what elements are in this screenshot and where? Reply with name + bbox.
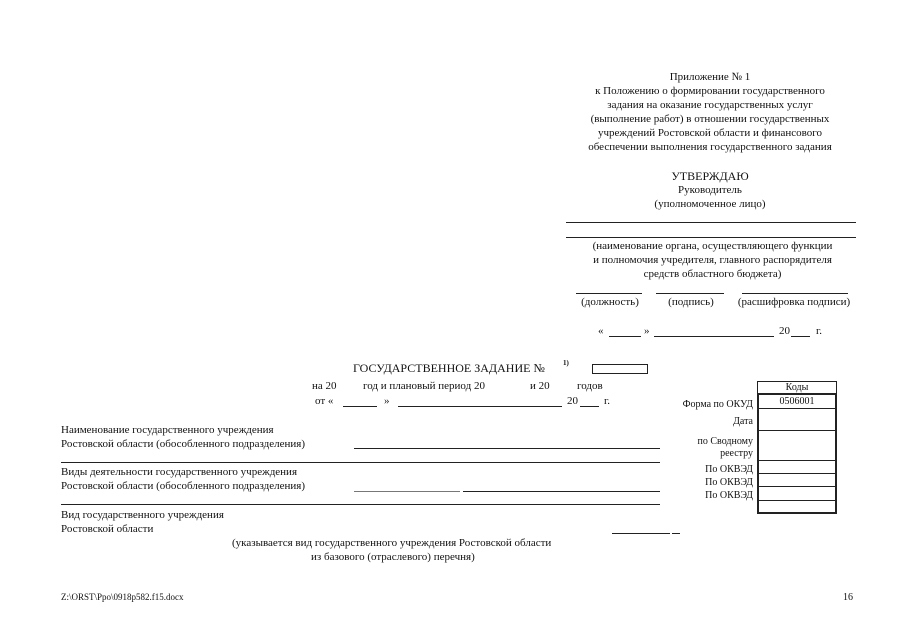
from-year-suffix: г. — [604, 395, 611, 407]
organ-line: и полномочия учредителя, главного распорядителя — [593, 254, 832, 266]
from-open-quote: от « — [315, 395, 334, 407]
task-title: ГОСУДАРСТВЕННОЕ ЗАДАНИЕ № — [353, 361, 545, 375]
organ-line: (наименование органа, осуществляющего функции — [592, 240, 833, 252]
okved-cell — [757, 487, 837, 501]
okved-label: По ОКВЭД — [705, 490, 753, 501]
kind-hint: из базового (отраслевого) перечня) — [311, 551, 475, 563]
period-on: на 20 — [312, 380, 337, 392]
activity-label: Ростовской области (обособленного подразделения) — [61, 480, 306, 492]
kind-fill-line — [612, 533, 670, 534]
name-label: Ростовской области (обособленного подразделения) — [61, 438, 306, 450]
date-cell — [757, 409, 837, 431]
date-year-suffix: г. — [816, 325, 823, 337]
activity-fill-line — [463, 491, 660, 492]
approval-authorized: (уполномоченное лицо) — [654, 198, 766, 210]
footer-page-number: 16 — [843, 592, 853, 603]
task-number-box — [592, 364, 648, 374]
okved-cell — [757, 474, 837, 487]
date-year-line — [791, 336, 810, 337]
appendix-line: к Положению о формировании государственного — [595, 85, 825, 97]
kind-label: Вид государственного учреждения — [61, 509, 224, 521]
approve-heading: УТВЕРЖДАЮ — [671, 169, 749, 183]
kind-fill-line — [672, 533, 680, 534]
approval-line — [566, 222, 856, 223]
organ-line: средств областного бюджета) — [643, 268, 782, 280]
from-year-line — [580, 406, 599, 407]
name-fill-line — [61, 462, 660, 463]
task-footnote: 1) — [563, 359, 569, 367]
name-fill-line — [354, 448, 660, 449]
registry-label: реестру — [720, 448, 753, 459]
registry-label: по Сводному — [697, 436, 753, 447]
appendix-line: обеспечении выполнения государственного задания — [588, 141, 832, 153]
activity-fill-line — [61, 504, 660, 505]
okud-label: Форма по ОКУД — [682, 399, 753, 410]
name-label: Наименование государственного учреждения — [61, 424, 274, 436]
approval-line — [566, 237, 856, 238]
position-line — [576, 293, 642, 294]
okved-label: По ОКВЭД — [705, 464, 753, 475]
from-day-line — [343, 406, 377, 407]
date-year-prefix: 20 — [779, 325, 790, 337]
approval-head: Руководитель — [678, 184, 742, 196]
date-code-label: Дата — [733, 416, 753, 427]
date-close-quote: » — [644, 325, 650, 337]
date-day-line — [609, 336, 641, 337]
date-month-line — [654, 336, 774, 337]
okved-cell — [757, 461, 837, 474]
footer-file-path: Z:\ORST\Ppo\0918p582.f15.docx — [61, 592, 184, 602]
from-year: 20 — [567, 395, 578, 407]
from-close-quote: » — [384, 395, 390, 407]
activity-label: Виды деятельности государственного учреждения — [61, 466, 298, 478]
signature-line — [656, 293, 724, 294]
signature-caption: (подпись) — [668, 296, 714, 308]
appendix-line: учреждений Ростовской области и финансового — [597, 127, 823, 139]
decoding-caption: (расшифровка подписи) — [737, 296, 851, 308]
activity-fill-line — [354, 491, 460, 492]
codes-header: Коды — [785, 382, 809, 393]
okved-label: По ОКВЭД — [705, 477, 753, 488]
from-month-line — [398, 406, 562, 407]
codes-table — [757, 381, 837, 514]
position-caption: (должность) — [581, 296, 639, 308]
kind-hint: (указывается вид государственного учреждения Ростовской области — [232, 537, 552, 549]
appendix-title: Приложение № 1 — [669, 71, 751, 83]
registry-cell — [757, 431, 837, 461]
decoding-line — [742, 293, 848, 294]
okud-value: 0506001 — [779, 396, 815, 407]
period-years: годов — [577, 380, 603, 392]
period-and: и 20 — [530, 380, 550, 392]
kind-label: Ростовской области — [61, 523, 154, 535]
date-open-quote: « — [598, 325, 604, 337]
period-plan: год и плановый период 20 — [363, 380, 485, 392]
appendix-line: (выполнение работ) в отношении государственных — [590, 113, 830, 125]
appendix-line: задания на оказание государственных услуг — [607, 99, 813, 111]
